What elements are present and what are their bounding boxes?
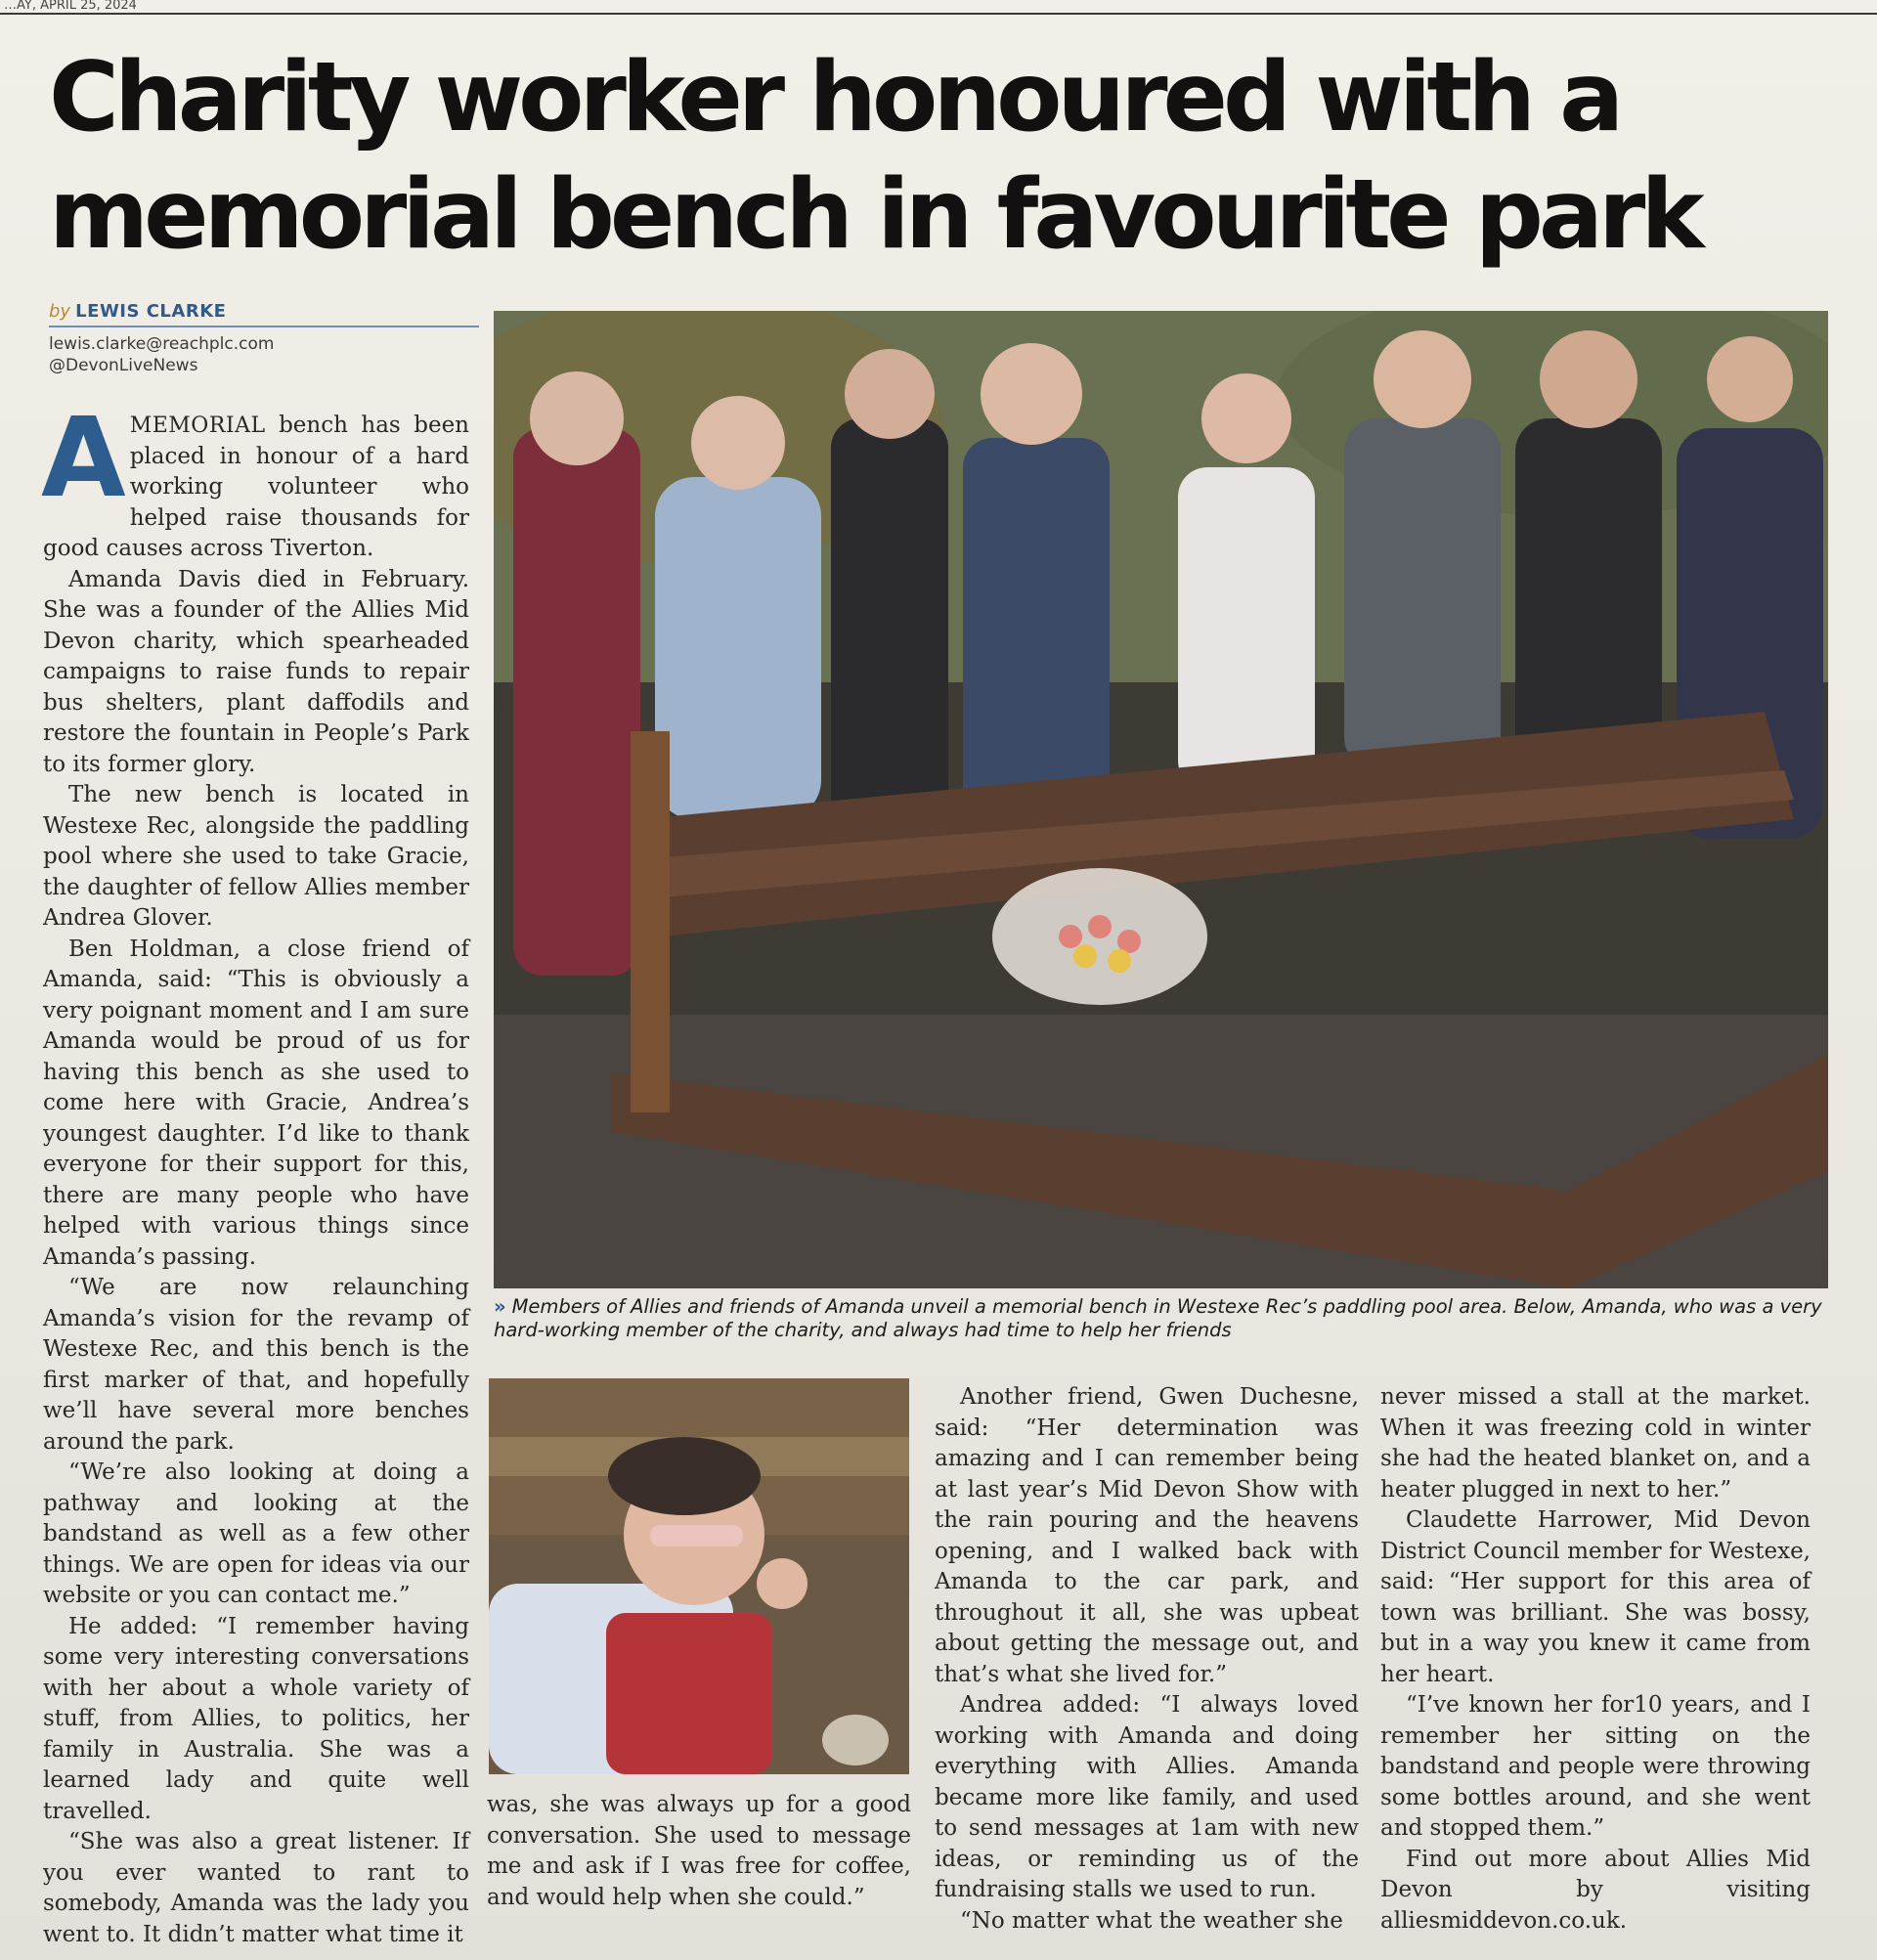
paragraph-9: Another friend, Gwen Duchesne, said: “Her determination was amazing and I can remember being at last year’s Mid Devon Show with the rain pouring and the heavens opening, and I walked back with Amanda to the car park, and throughout it all, she was upbeat about getting the message out, and that’s what she lived for.” [935, 1384, 1359, 1687]
lead-text: bench has been placed in honour of a hard working volunteer who helped raise thousands for good causes across Tiverton. [43, 413, 469, 561]
article-column-2 [487, 1790, 911, 1913]
article-column-4 [1380, 1382, 1811, 1937]
bench-group-photo-illustration [494, 311, 1828, 1288]
lead-paragraph [41, 395, 469, 565]
lead-smallcaps: MEMORIAL [129, 414, 266, 438]
paragraph-12: Claudette Harrower, Mid Devon District Council member for Westexe, said: “Her support for this area of town was brilliant. She was bossy, but in a way you knew it came from her heart. [1380, 1507, 1811, 1687]
paragraph-6: “We’re also looking at doing a pathway and looking at the bandstand as well as a few other things. We are open for ideas via our website or you can contact me.” [43, 1459, 469, 1608]
paragraph-10: Andrea added: “I always loved working with Amanda and doing everything with Allies. Amanda became more like family, and used to send messages at 1am with new ideas, or reminding us of the fundraising stalls we used to run. [935, 1692, 1359, 1902]
paragraph-5: “We are now relaunching Amanda’s vision for the revamp of Westexe Rec, and this bench is the first marker of that, and hopefully we’ll have several more benches around the park. [43, 1275, 469, 1455]
paragraph-2: Amanda Davis died in February. She was a founder of the Allies Mid Devon charity, which spearheaded campaigns to raise funds to repair bus shelters, plant daffodils and restore the fountain in People’s Park to its former glory. [43, 566, 469, 777]
byline-rule [49, 326, 479, 327]
byline-prefix: by [49, 301, 71, 322]
byline-email: lewis.clarke@reachplc.com [49, 334, 275, 354]
paragraph-14: Find out more about Allies Mid Devon by visiting alliesmiddevon.co.uk. [1380, 1846, 1811, 1934]
byline-author: LEWIS CLARKE [75, 301, 227, 322]
paragraph-11: “No matter what the weather she [960, 1907, 1343, 1934]
article-column-3 [935, 1382, 1359, 1937]
caption-marker: » [494, 1295, 506, 1318]
main-photo [494, 311, 1828, 1288]
amanda-portrait-illustration [489, 1378, 909, 1774]
headline-line-1: Charity worker honoured with a [49, 42, 1620, 153]
paragraph-8: “She was also a great listener. If you ever wanted to rant to somebody, Amanda was the lady you went to. It didn’t matter what time it [43, 1829, 469, 1947]
paragraph-8-continued: was, she was always up for a good conversation. She used to message me and ask if I was free for coffee, and would help when she could.” [487, 1792, 911, 1910]
paragraph-7: He added: “I remember having some very interesting conversations with her about a whole variety of stuff, from Allies, to politics, her family in Australia. She was a learned lady and quite well travelled. [43, 1613, 469, 1824]
byline [49, 301, 479, 376]
edition-date: …AY, APRIL 25, 2024 [4, 0, 137, 12]
paragraph-4: Ben Holdman, a close friend of Amanda, said: “This is obviously a very poignant moment and I am sure Amanda would be proud of us for having this bench as she used to come here with Gracie, Andrea’s youngest daughter. I’d like to thank everyone for their support for this, there are many people who have helped with various things since Amanda’s passing. [43, 936, 469, 1270]
paragraph-11-continued: never missed a stall at the market. When it was freezing cold in winter she had the heated blanket on, and a heater plugged in next to her.” [1380, 1384, 1811, 1503]
top-rule [0, 13, 1877, 15]
caption-text: Members of Allies and friends of Amanda unveil a memorial bench in Westexe Rec’s paddling pool area. Below, Amanda, who was a very hard-working member of the charity, and always had time to help her friends [494, 1295, 1822, 1341]
portrait-photo [489, 1378, 909, 1774]
photo-caption [494, 1295, 1828, 1342]
paragraph-3: The new bench is located in Westexe Rec, alongside the paddling pool where she used to take Gracie, the daughter of fellow Allies member Andrea Glover. [43, 782, 469, 931]
byline-twitter: @DevonLiveNews [49, 356, 198, 375]
drop-cap: A [41, 395, 126, 522]
article-column-1 [41, 395, 469, 1950]
headline-line-2: memorial bench in favourite park [49, 159, 1700, 271]
paragraph-13: “I’ve known her for10 years, and I remember her sitting on the bandstand and people were throwing some bottles around, and she went and stopped them.” [1380, 1692, 1811, 1841]
headline [49, 39, 1857, 274]
